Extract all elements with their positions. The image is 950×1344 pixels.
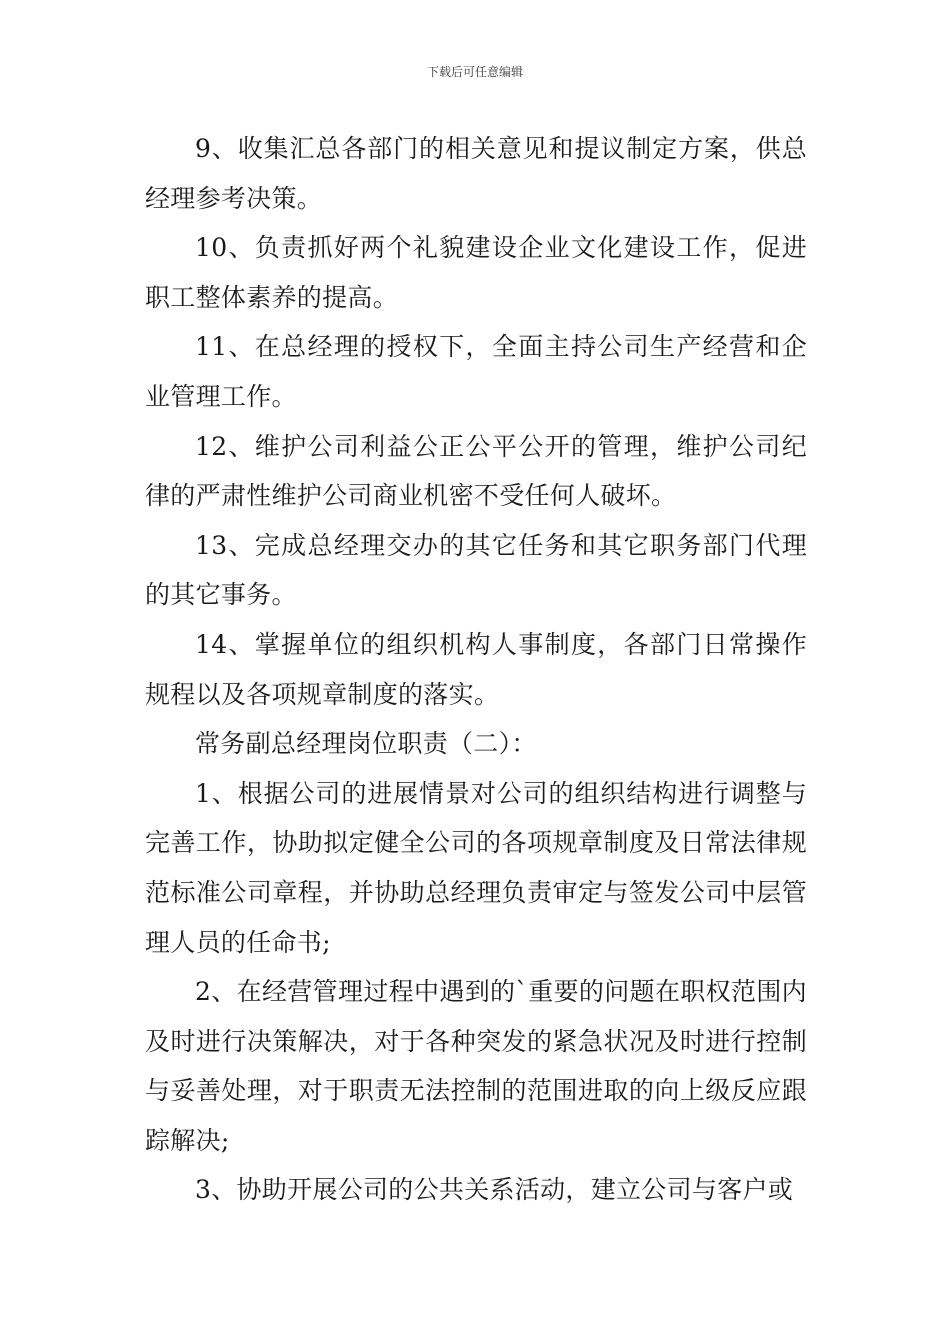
paragraph-item-2: 2、在经营管理过程中遇到的`重要的问题在职权范围内及时进行决策解决，对于各种突发的紧急状况及时进行控制与妥善处理，对于职责无法控制的范围进取的向上级反应跟踪解决;: [145, 977, 807, 1155]
paragraph-item-9: 9、收集汇总各部门的相关意见和提议制定方案，供总经理参考决策。: [145, 134, 807, 213]
paragraph-item-11: 11、在总经理的授权下，全面主持公司生产经营和企业管理工作。: [145, 332, 807, 411]
page-header: 下载后可任意编辑: [426, 65, 523, 79]
paragraph-item-3: 3、协助开展公司的公共关系活动，建立公司与客户或: [195, 1175, 794, 1205]
paragraph-item-13: 13、完成总经理交办的其它任务和其它职务部门代理的其它事务。: [145, 530, 807, 610]
section-heading: 常务副总经理岗位职责（二）：: [195, 729, 537, 759]
paragraph-item-14: 14、掌握单位的组织机构人事制度，各部门日常操作规程以及各项规章制度的落实。: [145, 629, 807, 709]
paragraph-item-10: 10、负责抓好两个礼貌建设企业文化建设工作，促进职工整体素养的提高。: [145, 233, 807, 312]
paragraph-item-12: 12、维护公司利益公正公平公开的管理，维护公司纪律的严肃性维护公司商业机密不受任何人破坏。: [145, 431, 807, 511]
document-body: [145, 124, 807, 1215]
paragraph-item-1: 1、根据公司的进展情景对公司的组织结构进行调整与完善工作，协助拟定健全公司的各项规章制度及日常法律规范标准公司章程，并协助总经理负责审定与签发公司中层管理人员的任命书;: [145, 778, 807, 957]
